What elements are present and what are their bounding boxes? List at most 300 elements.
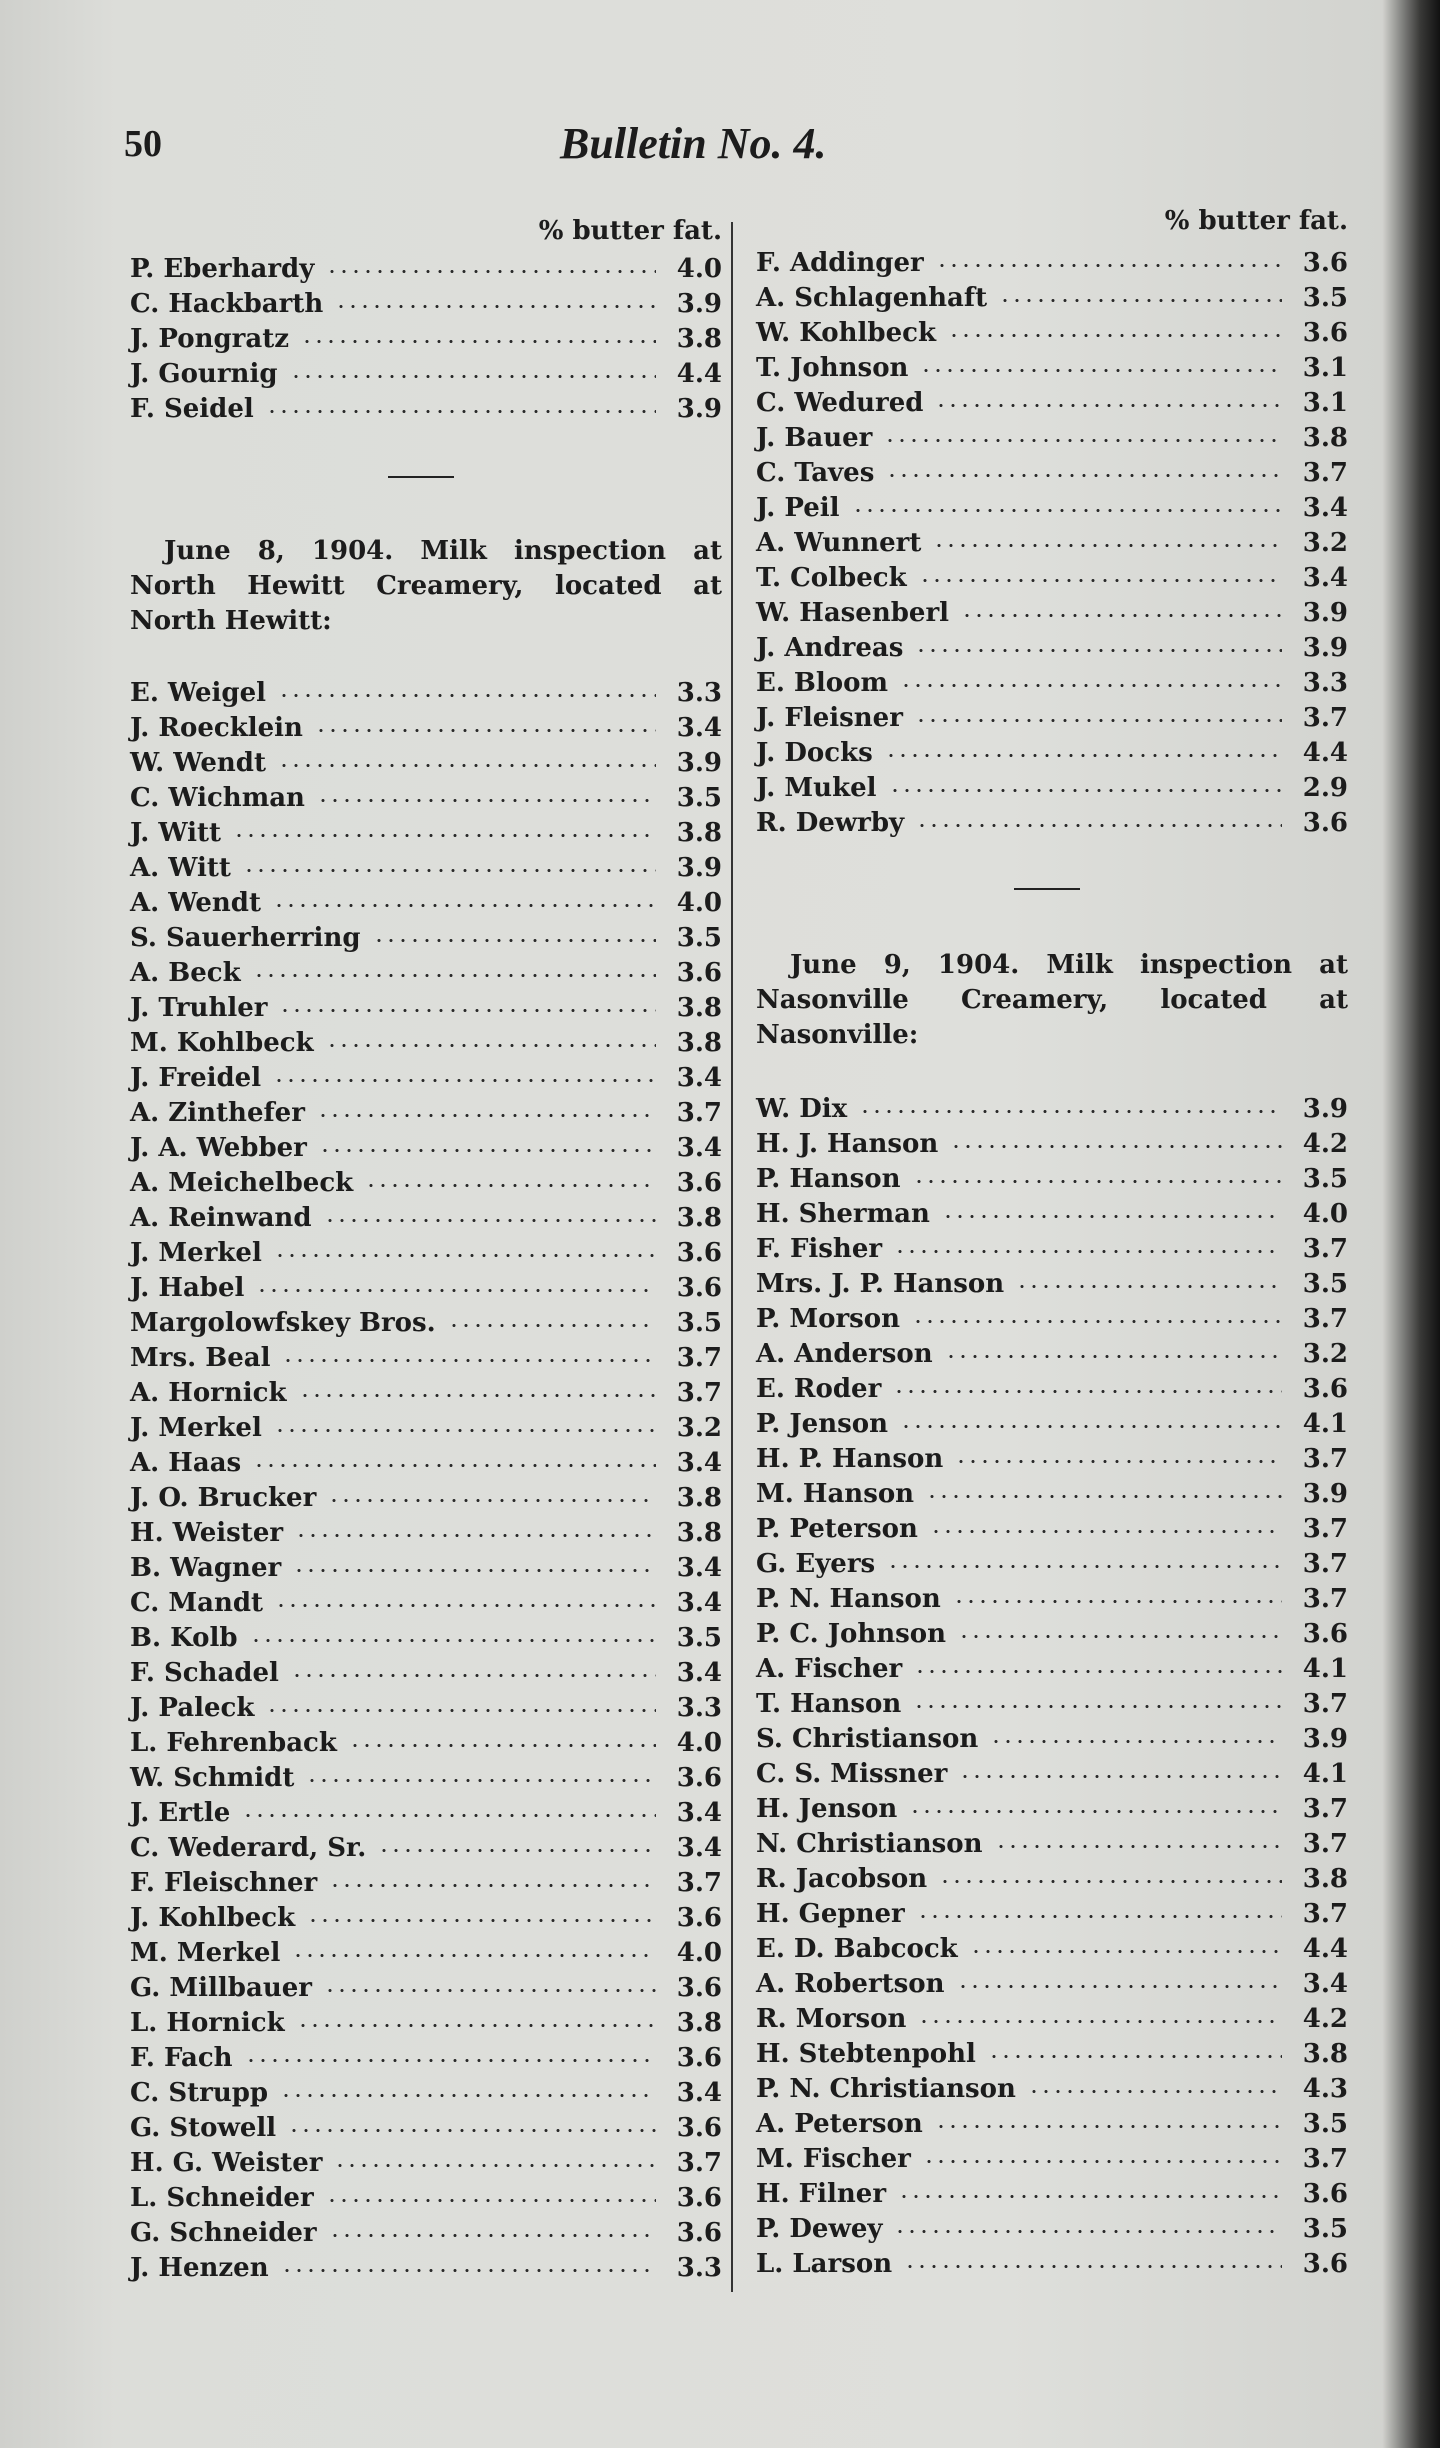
row-name: A. Anderson (756, 1339, 933, 1369)
row-name: J. Freidel (130, 1063, 262, 1093)
dot-leader (295, 1534, 656, 1537)
row-value: 3.2 (1302, 528, 1348, 558)
table-row (122, 1308, 722, 1343)
row-value: 3.7 (1302, 1794, 1348, 1824)
row-name: J. Bauer (756, 423, 873, 453)
row-name: W. Schmidt (130, 1763, 295, 1793)
row-value: 3.9 (1302, 1479, 1348, 1509)
row-value: 3.1 (1302, 353, 1348, 383)
row-value: 3.4 (676, 1553, 722, 1583)
dot-leader (852, 509, 1282, 512)
dot-leader (307, 1919, 656, 1922)
table-row (122, 1378, 722, 1413)
row-name: H. Jenson (756, 1794, 898, 1824)
row-value: 3.5 (676, 1308, 722, 1338)
dot-leader (887, 1565, 1282, 1568)
table-row (748, 563, 1348, 598)
row-name: J. Truhler (130, 993, 268, 1023)
table-row (748, 318, 1348, 353)
table-row (122, 888, 722, 923)
row-name: A. Meichelbeck (130, 1168, 354, 1198)
dot-leader (1016, 1285, 1282, 1288)
row-name: G. Schneider (130, 2218, 317, 2248)
dot-leader (990, 1740, 1282, 1743)
dot-leader (961, 614, 1282, 617)
row-value: 3.8 (1302, 1864, 1348, 1894)
table-row (122, 2008, 722, 2043)
row-value: 3.4 (676, 1833, 722, 1863)
table-row (122, 783, 722, 818)
row-name: G. Eyers (756, 1549, 876, 1579)
row-value: 3.1 (1302, 388, 1348, 418)
dot-leader (920, 369, 1282, 372)
dot-leader (953, 1600, 1282, 1603)
table-row (122, 1518, 722, 1553)
row-name: R. Jacobson (756, 1864, 928, 1894)
row-name: T. Johnson (756, 353, 909, 383)
dot-leader (274, 1429, 656, 1432)
table-row (122, 289, 722, 324)
dot-leader (282, 1359, 656, 1362)
row-value: 3.9 (1302, 1094, 1348, 1124)
row-name: N. Christianson (756, 1829, 983, 1859)
row-name: H. Filner (756, 2179, 887, 2209)
row-value: 4.0 (676, 1728, 722, 1758)
table-row (122, 1973, 722, 2008)
dot-leader (923, 2160, 1282, 2163)
dot-leader (999, 299, 1282, 302)
row-value: 3.9 (676, 853, 722, 883)
row-name: F. Fach (130, 2043, 233, 2073)
dot-leader (900, 1425, 1282, 1428)
row-name: J. Merkel (130, 1238, 262, 1268)
left-column-heading: % butter fat. (538, 216, 722, 246)
table-row (122, 1658, 722, 1693)
row-name: J. Gournig (130, 359, 278, 389)
row-value: 3.6 (1302, 2179, 1348, 2209)
dot-leader (995, 1845, 1282, 1848)
page-header (0, 119, 1440, 182)
dot-leader (365, 1184, 656, 1187)
row-name: C. Wederard, Sr. (130, 1833, 367, 1863)
dot-leader (915, 719, 1282, 722)
table-row (748, 1094, 1348, 1129)
row-name: E. Bloom (756, 668, 888, 698)
row-name: J. Witt (130, 818, 222, 848)
row-name: H. Stebtenpohl (756, 2039, 976, 2069)
row-value: 3.3 (676, 1693, 722, 1723)
table-row (748, 1899, 1348, 1934)
table-row (122, 2113, 722, 2148)
dot-leader (913, 1705, 1282, 1708)
row-value: 3.7 (1302, 1304, 1348, 1334)
row-name: A. Fischer (756, 1654, 903, 1684)
row-name: J. Fleisner (756, 703, 903, 733)
dot-leader (884, 439, 1282, 442)
dot-leader (378, 1849, 656, 1852)
table-row (122, 1273, 722, 1308)
row-name: E. D. Babcock (756, 1934, 958, 1964)
dot-leader (326, 1044, 656, 1047)
row-value: 4.3 (1302, 2074, 1348, 2104)
table-row (748, 1374, 1348, 1409)
dot-leader (280, 2094, 656, 2097)
row-name: R. Dewrby (756, 808, 905, 838)
table-row (748, 1269, 1348, 1304)
row-name: L. Larson (756, 2249, 893, 2279)
table-row (748, 598, 1348, 633)
row-value: 3.7 (676, 1343, 722, 1373)
row-name: F. Schadel (130, 1658, 279, 1688)
dot-leader (893, 1390, 1282, 1393)
row-name: L. Schneider (130, 2183, 314, 2213)
table-row (748, 1444, 1348, 1479)
row-value: 3.6 (1302, 1374, 1348, 1404)
row-value: 4.4 (1302, 1934, 1348, 1964)
row-name: A. Schlagenhaft (756, 283, 988, 313)
row-name: E. Weigel (130, 678, 267, 708)
dot-leader (889, 789, 1282, 792)
dot-leader (328, 1499, 656, 1502)
row-name: Mrs. Beal (130, 1343, 271, 1373)
dot-leader (253, 1464, 656, 1467)
table-row (122, 1238, 722, 1273)
dot-leader (939, 1880, 1282, 1883)
row-name: J. O. Brucker (130, 1483, 317, 1513)
row-value: 3.9 (1302, 633, 1348, 663)
row-name: J. Merkel (130, 1413, 262, 1443)
row-value: 3.6 (676, 1238, 722, 1268)
dot-leader (291, 1674, 656, 1677)
row-name: A. Wunnert (756, 528, 922, 558)
dot-leader (288, 2129, 656, 2132)
table-row (122, 1728, 722, 1763)
row-name: L. Hornick (130, 2008, 285, 2038)
dot-leader (957, 1985, 1282, 1988)
table-row (748, 1619, 1348, 1654)
row-name: C. Wichman (130, 783, 305, 813)
row-name: H. Weister (130, 1518, 284, 1548)
dot-leader (373, 939, 656, 942)
row-name: H. G. Weister (130, 2148, 323, 2178)
table-row (748, 2144, 1348, 2179)
row-name: C. Hackbarth (130, 289, 324, 319)
table-row (748, 1339, 1348, 1374)
row-value: 3.4 (1302, 493, 1348, 523)
table-row (122, 1693, 722, 1728)
row-value: 3.9 (676, 394, 722, 424)
table-row (122, 993, 722, 1028)
row-name: W. Kohlbeck (756, 318, 936, 348)
row-name: J. A. Webber (130, 1133, 307, 1163)
table-row (122, 2148, 722, 2183)
dot-leader (945, 1355, 1282, 1358)
row-value: 3.8 (676, 2008, 722, 2038)
table-row (122, 713, 722, 748)
table-row (122, 1868, 722, 1903)
dot-leader (297, 2024, 656, 2027)
row-value: 3.6 (676, 958, 722, 988)
dot-leader (281, 2269, 656, 2272)
table-row (122, 1903, 722, 1938)
row-value: 3.7 (1302, 1899, 1348, 1929)
dot-leader (914, 1670, 1282, 1673)
row-name: F. Seidel (130, 394, 254, 424)
dot-leader (326, 270, 656, 273)
row-name: W. Hasenberl (756, 598, 950, 628)
row-value: 3.6 (1302, 318, 1348, 348)
row-value: 3.6 (1302, 2249, 1348, 2279)
dot-leader (885, 754, 1282, 757)
dot-leader (317, 1114, 656, 1117)
table-row (122, 853, 722, 888)
row-name: F. Fleischner (130, 1868, 318, 1898)
row-name: E. Roder (756, 1374, 882, 1404)
row-value: 3.7 (1302, 458, 1348, 488)
table-row (122, 1063, 722, 1098)
row-value: 3.4 (676, 1448, 722, 1478)
table-row (122, 1413, 722, 1448)
dot-leader (930, 1530, 1282, 1533)
row-name: A. Haas (130, 1448, 242, 1478)
table-row (122, 958, 722, 993)
row-name: P. Dewey (756, 2214, 883, 2244)
row-name: S. Sauerherring (130, 923, 361, 953)
table-row (122, 1483, 722, 1518)
row-value: 3.5 (676, 1623, 722, 1653)
row-value: 3.8 (676, 324, 722, 354)
table-row (748, 1654, 1348, 1689)
row-name: A. Zinthefer (130, 1098, 305, 1128)
table-row (122, 1028, 722, 1063)
dot-leader (335, 305, 656, 308)
table-row (122, 1098, 722, 1133)
dot-leader (274, 1254, 656, 1257)
row-name: A. Peterson (756, 2109, 923, 2139)
row-value: 3.3 (1302, 668, 1348, 698)
row-value: 3.9 (1302, 598, 1348, 628)
row-value: 3.8 (1302, 423, 1348, 453)
table-row (748, 1129, 1348, 1164)
dot-leader (933, 544, 1282, 547)
row-name: C. Strupp (130, 2078, 269, 2108)
row-name: B. Kolb (130, 1623, 238, 1653)
row-value: 3.7 (676, 2148, 722, 2178)
dot-leader (293, 1569, 656, 1572)
table-row (122, 1588, 722, 1623)
table-row (122, 748, 722, 783)
row-value: 3.5 (1302, 1164, 1348, 1194)
row-value: 3.5 (1302, 1269, 1348, 1299)
row-value: 4.0 (676, 888, 722, 918)
row-value: 3.3 (676, 2253, 722, 2283)
table-row (122, 1203, 722, 1238)
row-name: Margolowfskey Bros. (130, 1308, 436, 1338)
row-name: L. Fehrenback (130, 1728, 337, 1758)
row-value: 3.6 (1302, 248, 1348, 278)
table-row (122, 923, 722, 958)
table-row (748, 703, 1348, 738)
dot-leader (245, 2059, 656, 2062)
table-row (748, 353, 1348, 388)
row-value: 3.5 (676, 923, 722, 953)
dot-leader (904, 2265, 1282, 2268)
row-value: 4.0 (676, 254, 722, 284)
table-row (748, 1199, 1348, 1234)
dot-leader (233, 834, 656, 837)
table-row (748, 668, 1348, 703)
row-name: A. Witt (130, 853, 231, 883)
dot-leader (950, 1145, 1282, 1148)
row-value: 3.8 (676, 1203, 722, 1233)
row-value: 3.7 (676, 1098, 722, 1128)
dot-leader (959, 1775, 1282, 1778)
row-value: 3.8 (676, 1483, 722, 1513)
table-row (748, 1864, 1348, 1899)
table-row (122, 1938, 722, 1973)
row-name: B. Wagner (130, 1553, 282, 1583)
dot-leader (319, 1149, 656, 1152)
row-value: 3.5 (1302, 2109, 1348, 2139)
dot-leader (918, 2020, 1282, 2023)
row-name: M. Hanson (756, 1479, 915, 1509)
dot-leader (926, 1495, 1282, 1498)
row-name: J. Henzen (130, 2253, 269, 2283)
table-row (122, 2078, 722, 2113)
row-value: 3.4 (676, 1588, 722, 1618)
section-intro-left (130, 534, 722, 639)
row-value: 3.7 (1302, 1584, 1348, 1614)
dot-leader (970, 1950, 1282, 1953)
table-row (748, 2179, 1348, 2214)
row-value: 4.0 (676, 1938, 722, 1968)
row-name: J. Pongratz (130, 324, 289, 354)
right-column-heading: % butter fat. (1164, 206, 1348, 236)
row-value: 3.6 (676, 1973, 722, 2003)
row-value: 4.2 (1302, 1129, 1348, 1159)
row-value: 3.7 (1302, 1514, 1348, 1544)
row-name: Mrs. J. P. Hanson (756, 1269, 1005, 1299)
row-name: T. Colbeck (756, 563, 907, 593)
dot-leader (290, 375, 657, 378)
dot-leader (942, 1215, 1282, 1218)
dot-leader (894, 1250, 1282, 1253)
row-value: 3.9 (1302, 1724, 1348, 1754)
dot-leader (299, 1394, 656, 1397)
table-row (748, 1479, 1348, 1514)
table-row (748, 1304, 1348, 1339)
row-value: 4.0 (1302, 1199, 1348, 1229)
row-name: A. Reinwand (130, 1203, 312, 1233)
dot-leader (935, 2125, 1282, 2128)
row-value: 3.2 (1302, 1339, 1348, 1369)
table-row (122, 324, 722, 359)
dot-leader (917, 1915, 1282, 1918)
dot-leader (306, 1779, 656, 1782)
row-name: M. Fischer (756, 2144, 911, 2174)
row-value: 3.6 (676, 2113, 722, 2143)
section-intro-right (756, 948, 1348, 1053)
dot-leader (349, 1744, 656, 1747)
table-row (122, 1343, 722, 1378)
table-row (122, 1133, 722, 1168)
table-row (748, 773, 1348, 808)
table-row (122, 1168, 722, 1203)
row-value: 4.1 (1302, 1759, 1348, 1789)
table-row (748, 1969, 1348, 2004)
dot-leader (913, 1180, 1282, 1183)
row-value: 4.1 (1302, 1409, 1348, 1439)
row-name: J. Habel (130, 1273, 245, 1303)
dot-leader (334, 2164, 656, 2167)
dot-leader (242, 1814, 656, 1817)
row-name: P. C. Johnson (756, 1619, 947, 1649)
table-row (748, 388, 1348, 423)
row-name: M. Merkel (130, 1938, 281, 1968)
table-row (122, 254, 722, 289)
table-row (748, 1794, 1348, 1829)
row-value: 3.7 (1302, 1829, 1348, 1859)
row-value: 4.4 (676, 359, 722, 389)
row-value: 3.6 (676, 2218, 722, 2248)
row-value: 3.6 (1302, 1619, 1348, 1649)
row-name: J. Ertle (130, 1798, 231, 1828)
table-row (122, 1448, 722, 1483)
dot-leader (324, 1219, 656, 1222)
row-name: W. Dix (756, 1094, 848, 1124)
table-row (748, 2074, 1348, 2109)
row-value: 3.9 (676, 748, 722, 778)
table-row (122, 1553, 722, 1588)
dot-leader (256, 1289, 656, 1292)
row-name: F. Addinger (756, 248, 924, 278)
section-separator (388, 476, 454, 478)
dot-leader (250, 1639, 656, 1642)
table-row (748, 1514, 1348, 1549)
row-value: 3.4 (676, 1133, 722, 1163)
row-name: P. Morson (756, 1304, 901, 1334)
table-row (748, 1724, 1348, 1759)
dot-leader (266, 1709, 656, 1712)
dot-leader (253, 974, 656, 977)
table-row (122, 2043, 722, 2078)
table-row (748, 1759, 1348, 1794)
row-value: 3.4 (1302, 1969, 1348, 1999)
row-name: S. Christianson (756, 1724, 979, 1754)
row-name: J. Docks (756, 738, 873, 768)
table-row (748, 2109, 1348, 2144)
row-value: 2.9 (1302, 773, 1348, 803)
column-divider (731, 222, 733, 2292)
row-value: 3.7 (1302, 1444, 1348, 1474)
table-row (748, 1934, 1348, 1969)
table-row (748, 738, 1348, 773)
row-value: 3.4 (1302, 563, 1348, 593)
section-intro-text: June 9, 1904. Milk inspection at Nasonville Creamery, located at Nasonville: (756, 950, 1348, 1050)
table-row (748, 1584, 1348, 1619)
row-value: 3.3 (676, 678, 722, 708)
dot-leader (900, 684, 1282, 687)
row-name: T. Hanson (756, 1689, 902, 1719)
row-value: 3.5 (1302, 283, 1348, 313)
table-row (748, 2004, 1348, 2039)
dot-leader (278, 764, 656, 767)
row-value: 3.7 (676, 1378, 722, 1408)
table-row (122, 1833, 722, 1868)
dot-leader (859, 1110, 1282, 1113)
table-row (748, 1234, 1348, 1269)
table-row (748, 1409, 1348, 1444)
